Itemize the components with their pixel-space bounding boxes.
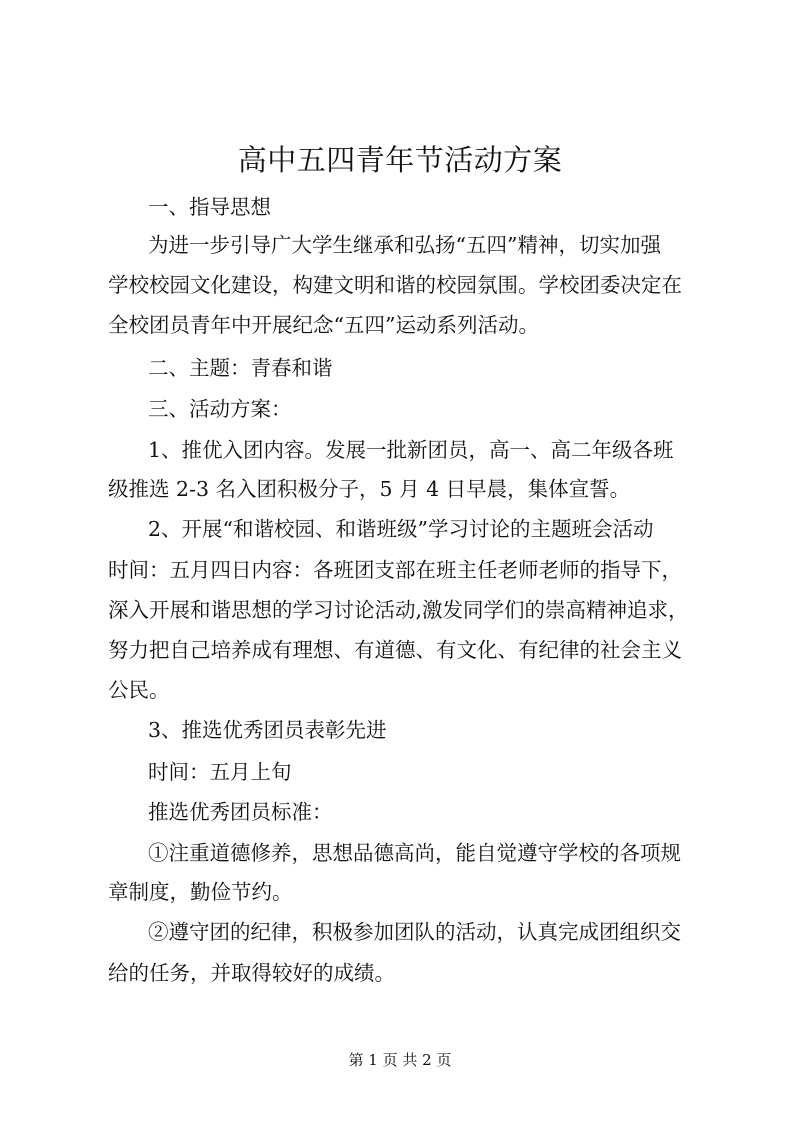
paragraph-line: 努力把自己培养成有理想、有道德、有文化、有纪律的社会主义 [108, 638, 682, 662]
paragraph-line: 公民。 [108, 678, 170, 702]
document-title: 高中五四青年节活动方案 [237, 143, 563, 177]
section-heading-guiding-ideology: 一、指导思想 [148, 195, 271, 219]
paragraph-line: 3、推选优秀团员表彰先进 [148, 718, 387, 742]
paragraph-line: 为进一步引导广大学生继承和弘扬“五四”精神，切实加强 [148, 233, 661, 257]
paragraph-line: 深入开展和谐思想的学习讨论活动,激发同学们的崇高精神追求， [108, 598, 689, 622]
paragraph-line: 学校校园文化建设，构建文明和谐的校园氛围。学校团委决定在 [108, 273, 682, 297]
paragraph-line: ①注重道德修养，思想品德高尚，能自觉遵守学校的各项规 [148, 841, 681, 865]
paragraph-line: 级推选 2-3 名入团积极分子，5 月 4 日早晨，集体宣誓。 [108, 477, 631, 501]
section-heading-theme: 二、主题：青春和谐 [148, 356, 333, 380]
paragraph-line: 时间：五月上旬 [148, 760, 292, 784]
section-heading-activity-plan: 三、活动方案： [148, 397, 292, 421]
paragraph-line: 给的任务，并取得较好的成绩。 [108, 961, 395, 985]
paragraph-line: 1、推优入团内容。发展一批新团员，高一、高二年级各班 [148, 438, 674, 462]
paragraph-line: 时间：五月四日内容：各班团支部在班主任老师老师的指导下， [108, 558, 682, 582]
paragraph-line: 推选优秀团员标准： [148, 800, 333, 824]
paragraph-line: 章制度，勤俭节约。 [108, 880, 293, 904]
page-number-footer: 第 1 页 共 2 页 [348, 1051, 452, 1069]
paragraph-line: 全校团员青年中开展纪念“五四”运动系列活动。 [108, 313, 539, 337]
paragraph-line: 2、开展“和谐校园、和谐班级”学习讨论的主题班会活动 [148, 517, 654, 541]
paragraph-line: ②遵守团的纪律，积极参加团队的活动，认真完成团组织交 [148, 920, 681, 944]
